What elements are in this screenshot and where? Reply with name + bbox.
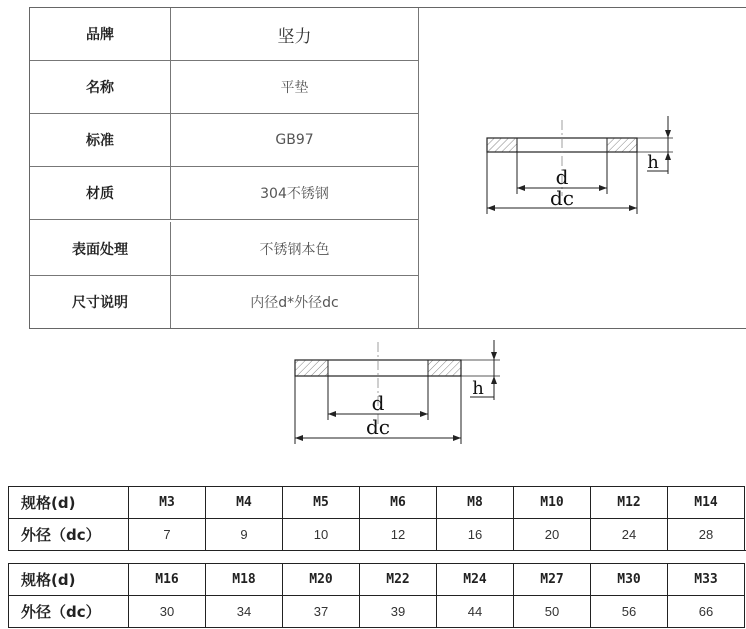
- outer-diameter-cell: 7: [129, 519, 206, 551]
- spec-row-standard: [30, 114, 418, 167]
- spec-value: 平垫: [280, 80, 309, 96]
- size-cell: M27: [514, 564, 591, 596]
- spec-row-size: [30, 276, 418, 328]
- inner-diameter-label: d: [555, 165, 569, 189]
- spec-key: 标准: [30, 114, 171, 166]
- spec-value: 304不锈钢: [260, 186, 329, 202]
- outer-diameter-cell: 30: [129, 596, 206, 628]
- spec-row-surface: [30, 222, 418, 276]
- table-separator: [8, 550, 746, 551]
- size-cell: M33: [668, 564, 745, 596]
- size-cell: M22: [360, 564, 437, 596]
- thickness-label: h: [647, 152, 659, 173]
- outer-diameter-cell: 24: [591, 519, 668, 551]
- outer-diameter-label: dc: [549, 186, 575, 210]
- size-cell: M20: [283, 564, 360, 596]
- size-table-2: [8, 563, 745, 628]
- outer-diameter-cell: 50: [514, 596, 591, 628]
- outer-diameter-cell: 44: [437, 596, 514, 628]
- size-cell: M6: [360, 487, 437, 519]
- spec-key: 品牌: [30, 8, 171, 60]
- outer-diameter-label: dc: [365, 415, 391, 439]
- size-cell: M30: [591, 564, 668, 596]
- washer-diagram-cell: [419, 8, 746, 328]
- size-cell: M18: [206, 564, 283, 596]
- size-row: [9, 564, 745, 596]
- size-cell: M12: [591, 487, 668, 519]
- outer-diameter-cell: 10: [283, 519, 360, 551]
- spec-key: 尺寸说明: [30, 276, 171, 328]
- spec-row-name: [30, 61, 418, 114]
- spec-value: GB97: [275, 132, 314, 148]
- size-cell: M5: [283, 487, 360, 519]
- thickness-label: h: [472, 378, 484, 399]
- row-label-outer-diameter: 外径（dc）: [9, 596, 129, 628]
- outer-diameter-cell: 16: [437, 519, 514, 551]
- outer-diameter-cell: 56: [591, 596, 668, 628]
- size-cell: M3: [129, 487, 206, 519]
- size-row: [9, 487, 745, 519]
- row-label-size: 规格(d): [9, 564, 129, 596]
- row-label-size: 规格(d): [9, 487, 129, 519]
- spec-key: 表面处理: [30, 222, 171, 275]
- spec-row-material: [30, 167, 418, 220]
- spec-value: 不锈钢本色: [259, 241, 330, 258]
- size-cell: M10: [514, 487, 591, 519]
- washer-diagram: [419, 8, 746, 328]
- washer-hatch-right: [607, 138, 637, 152]
- row-label-outer-diameter: 外径（dc）: [9, 519, 129, 551]
- outer-diameter-cell: 39: [360, 596, 437, 628]
- outer-diameter-row: [9, 519, 745, 551]
- size-cell: M14: [668, 487, 745, 519]
- spec-key: 材质: [30, 167, 171, 219]
- outer-diameter-cell: 28: [668, 519, 745, 551]
- outer-diameter-cell: 12: [360, 519, 437, 551]
- size-cell: M8: [437, 487, 514, 519]
- outer-diameter-row: [9, 596, 745, 628]
- washer-hatch-left: [487, 138, 517, 152]
- spec-value: 坚力: [277, 26, 312, 47]
- outer-diameter-cell: 34: [206, 596, 283, 628]
- spec-value: 内径d*外径dc: [250, 295, 339, 311]
- size-cell: M4: [206, 487, 283, 519]
- size-cell: M24: [437, 564, 514, 596]
- spec-table: [29, 7, 746, 329]
- size-table-1: [8, 486, 745, 551]
- outer-diameter-cell: 66: [668, 596, 745, 628]
- outer-diameter-cell: 37: [283, 596, 360, 628]
- outer-diameter-cell: 9: [206, 519, 283, 551]
- washer-diagram-large: [290, 340, 510, 450]
- inner-diameter-label: d: [371, 391, 385, 415]
- spec-row-brand: [30, 8, 418, 61]
- spec-key: 名称: [30, 61, 171, 113]
- outer-diameter-cell: 20: [514, 519, 591, 551]
- size-cell: M16: [129, 564, 206, 596]
- washer-diagram-svg: [290, 340, 510, 450]
